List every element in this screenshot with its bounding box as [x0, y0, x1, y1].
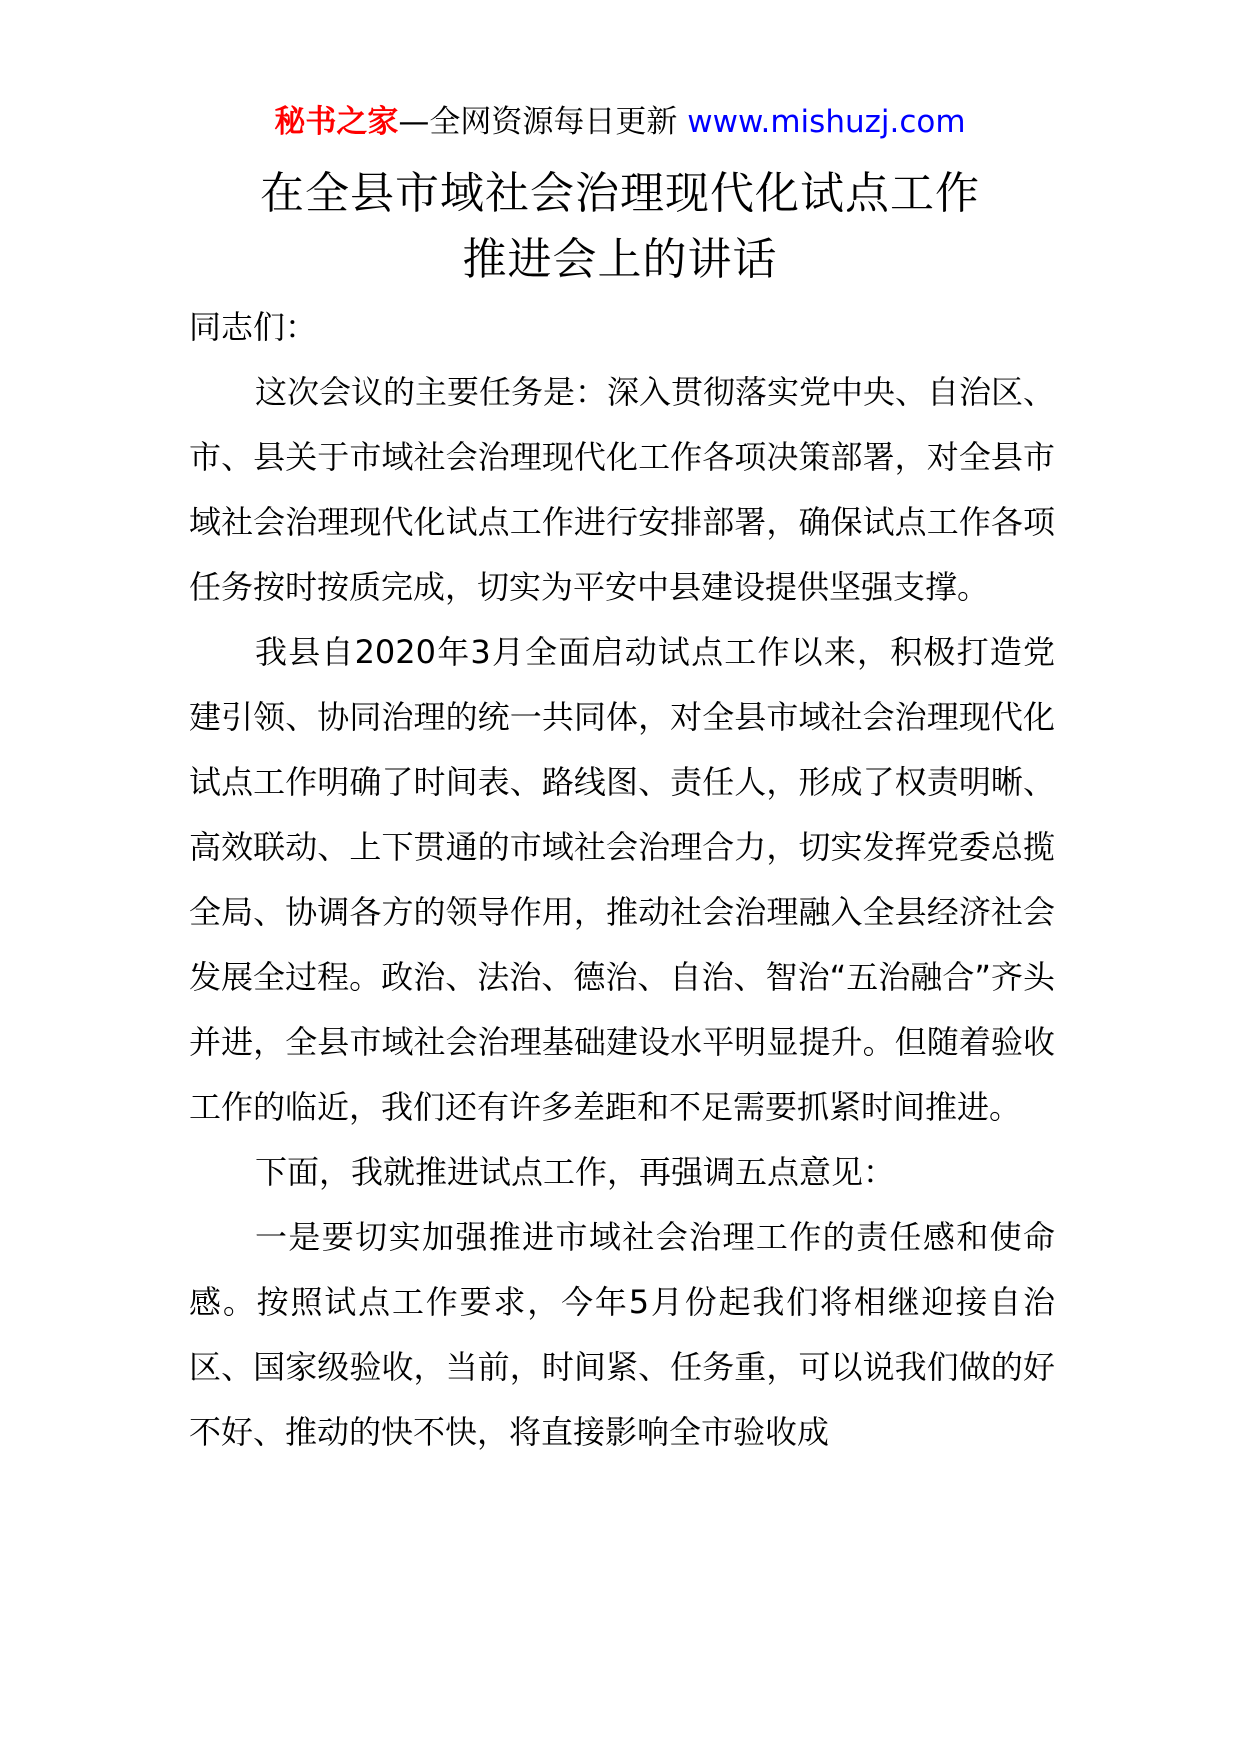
document-title-line-2: 推进会上的讲话 [462, 234, 778, 285]
salutation: 同志们： [189, 308, 318, 346]
document-title-line-1: 在全县市域社会治理现代化试点工作 [260, 168, 980, 219]
paragraph: 下面，我就推进试点工作，再强调五点意见： [255, 1153, 896, 1191]
paragraph: 这次会议的主要任务是：深入贯彻落实党中央、自治区、市、县关于市域社会治理现代化工作各项决策部署，对全县市域社会治理现代化试点工作进行安排部署，确保试点工作各项任务按时按质完成，切实为平安中县建设提供坚强支撑。 [189, 373, 1056, 606]
document-body [189, 295, 1055, 1465]
site-url-link[interactable]: www.mishuzj.com [687, 104, 966, 140]
paragraph: 一是要切实加强推进市域社会治理工作的责任感和使命感。按照试点工作要求，今年5月份起我们将相继迎接自治区、国家级验收，当前，时间紧、任务重，可以说我们做的好不好、推动的快不快，将直接影响全市验收成 [189, 1218, 1055, 1451]
brand-name: 秘书之家 [274, 104, 399, 140]
paragraph: 我县自2020年3月全面启动试点工作以来，积极打造党建引领、协同治理的统一共同体，对全县市域社会治理现代化试点工作明确了时间表、路线图、责任人，形成了权责明晰、高效联动、上下贯通的市域社会治理合力，切实发挥党委总揽全局、协调各方的领导作用，推动社会治理融入全县经济社会发展全过程。政治、法治、德治、自治、智治“五治融合”齐头并进，全县市域社会治理基础建设水平明显提升。但随着验收工作的临近，我们还有许多差距和不足需要抓紧时间推进。 [189, 633, 1055, 1126]
site-header [0, 100, 1240, 144]
header-tagline: —全网资源每日更新 [398, 104, 678, 140]
